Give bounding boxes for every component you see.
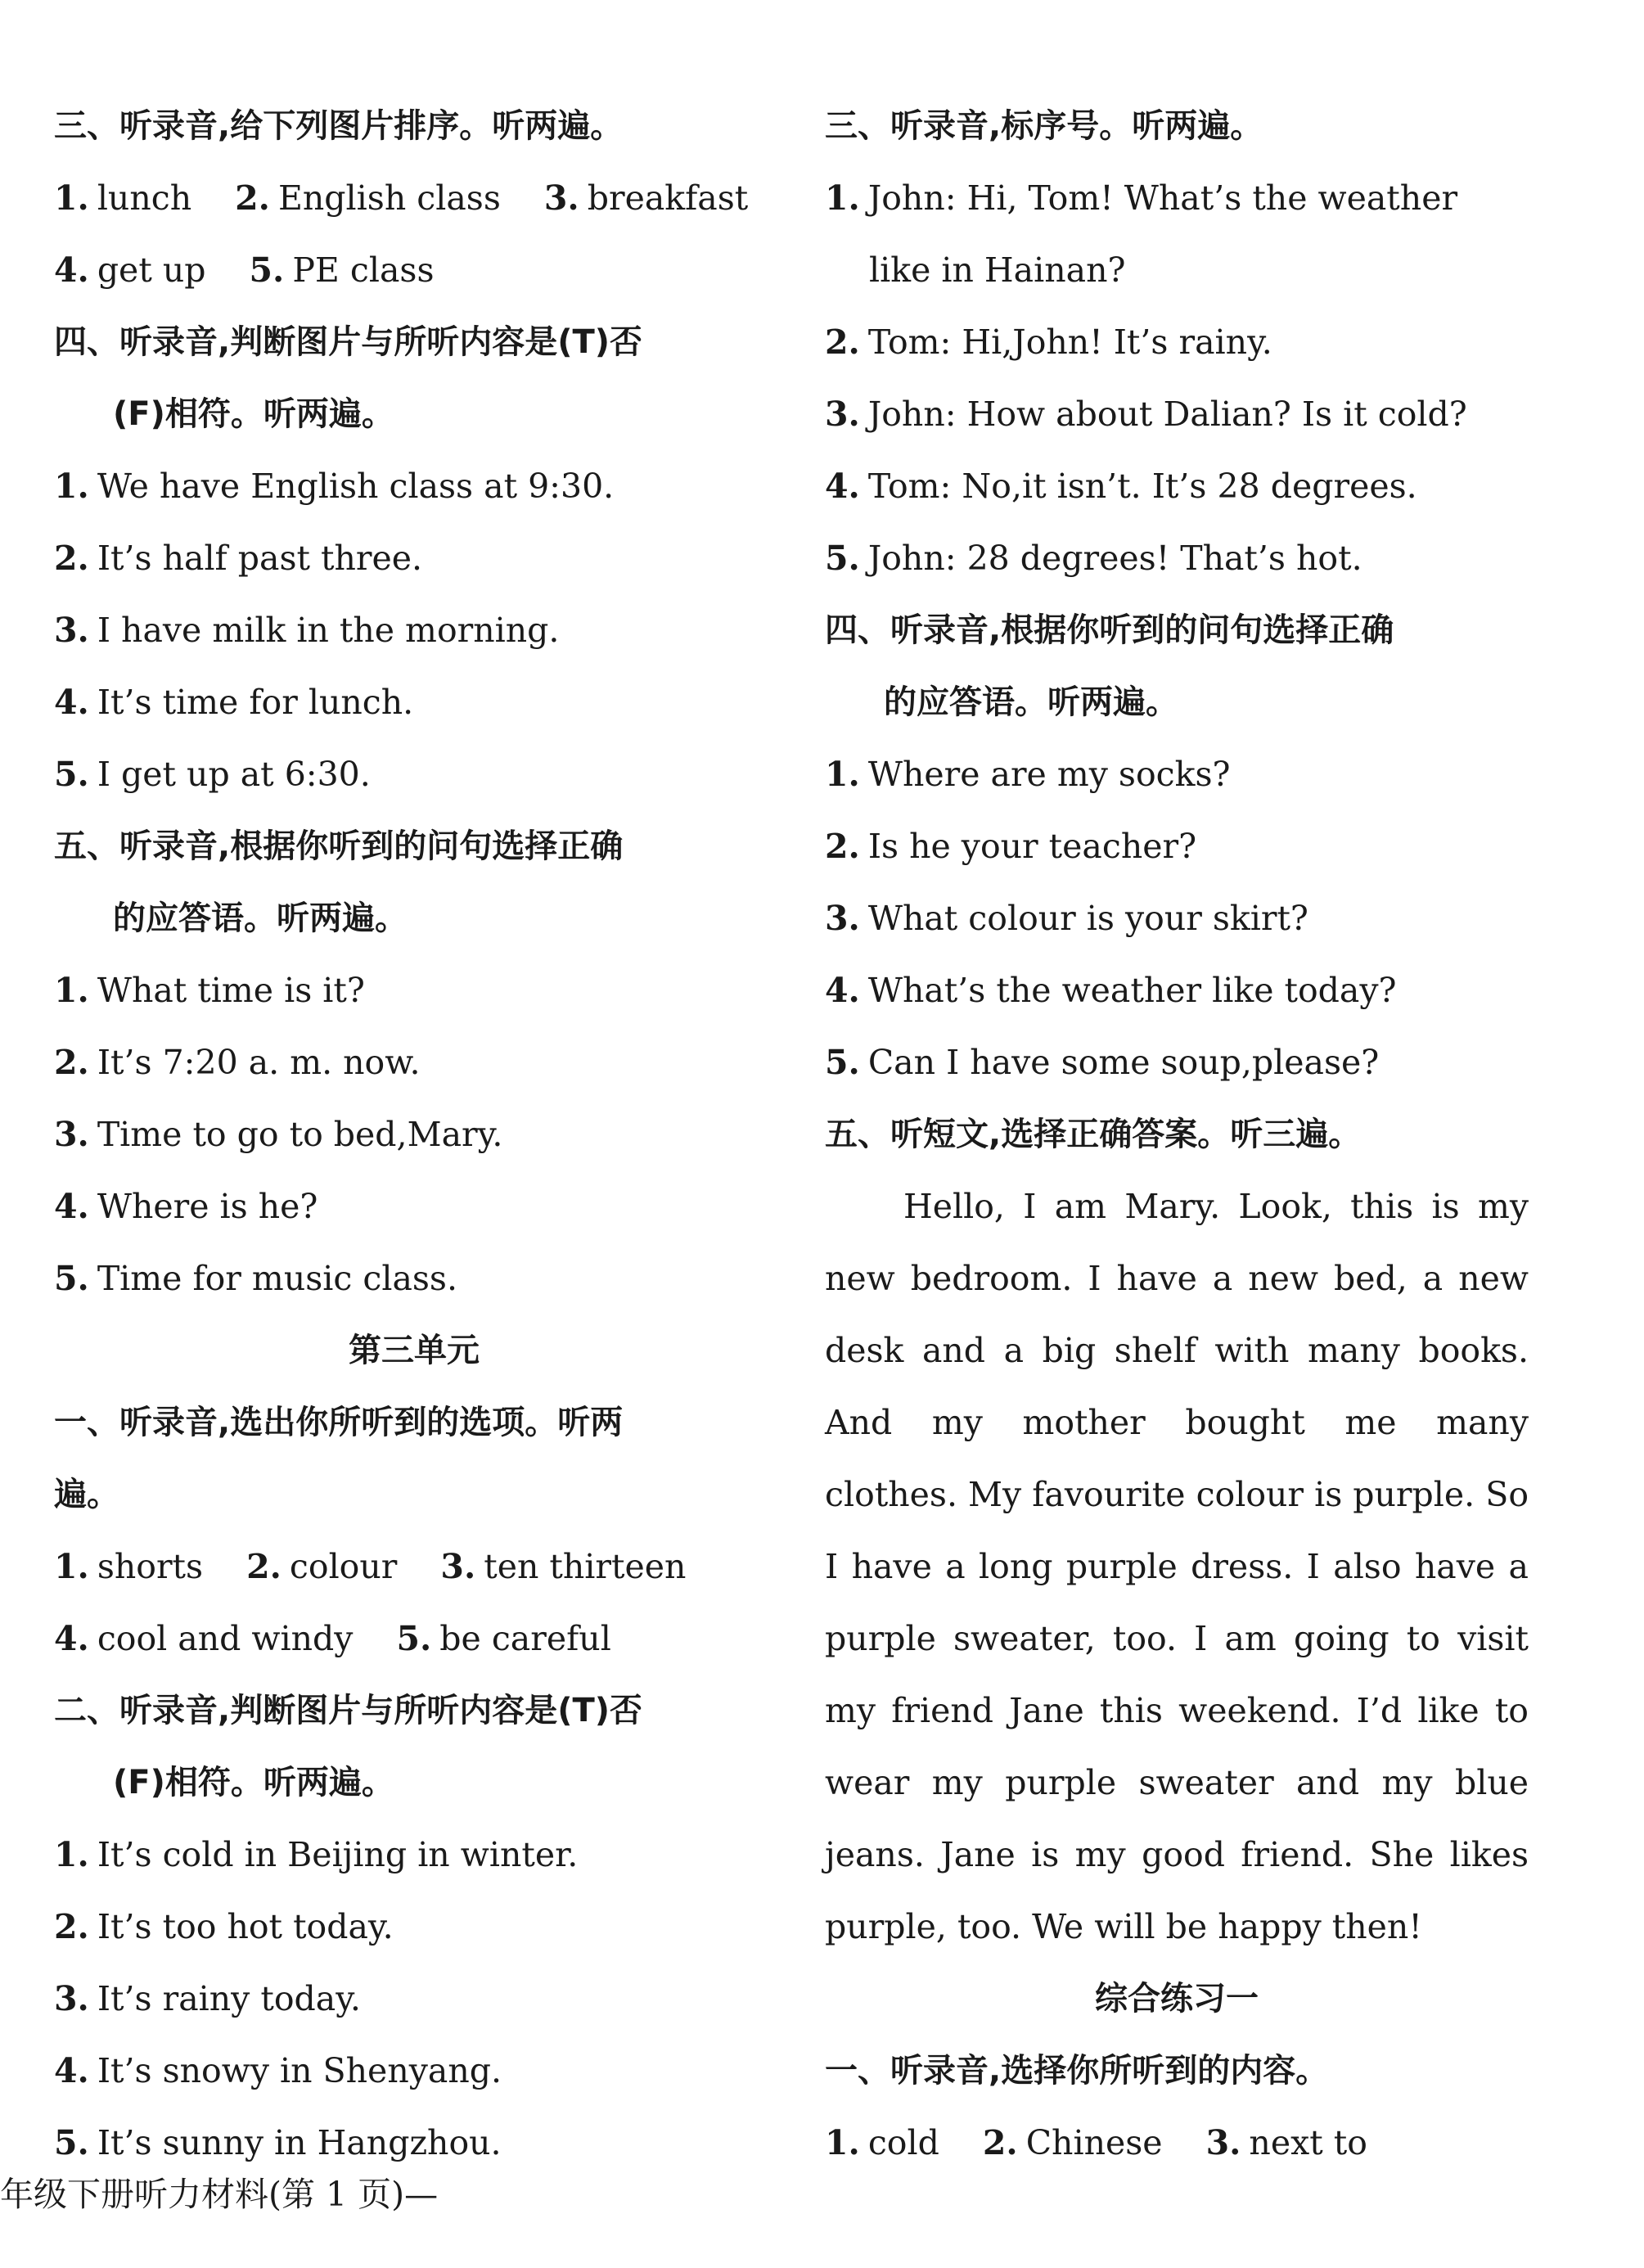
list-item: 3. ten thirteen [440,1547,687,1586]
passage-line: clothes. My favourite colour is purple. So [825,1475,1529,1514]
section-heading: 四、听录音,判断图片与所听内容是(T)否 [54,323,643,361]
review-title: 综合练习一 [1095,1980,1259,2018]
list-item: 1. shorts [54,1547,204,1586]
list-item: 5. It’s sunny in Hangzhou. [54,2123,502,2162]
right-column [825,90,1529,2179]
list-item: 2. It’s half past three. [54,539,423,578]
list-item: 1. Where are my socks? [825,755,1231,794]
word-list-row [54,1603,774,1675]
page-footer: 年级下册听力材料(第 1 页)— [0,2175,439,2214]
section-heading-continued: 的应答语。听两遍。 [884,683,1178,721]
dialogue-line-continued: like in Hainan? [869,250,1126,290]
passage-line: And my mother bought me many [825,1403,1529,1442]
list-item: 3. breakfast [543,178,749,218]
word-list-row [54,1531,774,1603]
list-item: 3. It’s rainy today. [54,1979,361,2018]
list-item: 2. It’s 7:20 a. m. now. [54,1043,421,1082]
list-item: 4. What’s the weather like today? [825,971,1397,1010]
word-list-row [54,234,774,306]
list-item: 4. It’s snowy in Shenyang. [54,2051,502,2090]
list-item: 4. get up [54,250,206,290]
section-heading: 五、听录音,根据你听到的问句选择正确 [54,827,624,865]
passage-line: desk and a big shelf with many books. [825,1331,1529,1370]
list-item: 3. next to [1205,2123,1367,2162]
passage-line: new bedroom. I have a new bed, a new [825,1259,1529,1298]
dialogue-line: 2. Tom: Hi,John! It’s rainy. [825,322,1272,362]
list-item: 1. lunch [54,178,192,218]
list-item: 5. Time for music class. [54,1259,458,1298]
dialogue-line: 5. John: 28 degrees! That’s hot. [825,539,1362,578]
list-item: 2. Is he your teacher? [825,827,1197,866]
list-item: 2. It’s too hot today. [54,1907,394,1946]
section-heading-continued: 遍。 [54,1476,119,1513]
section-heading: 一、听录音,选择你所听到的内容。 [825,2052,1329,2090]
list-item: 3. I have milk in the morning. [54,611,560,650]
passage-line: I have a long purple dress. I also have a [825,1547,1529,1586]
word-list-row [825,2107,1529,2179]
list-item: 1. We have English class at 9:30. [54,467,615,506]
word-list-row [54,162,774,234]
left-column [54,90,774,2179]
list-item: 5. Can I have some soup,please? [825,1043,1380,1082]
section-heading-continued: (F)相符。听两遍。 [113,1764,394,1801]
list-item: 2. colour [246,1547,398,1586]
list-item: 5. I get up at 6:30. [54,755,371,794]
list-item: 4. Where is he? [54,1187,318,1226]
dialogue-line: 4. Tom: No,it isn’t. It’s 28 degrees. [825,467,1417,506]
section-heading: 四、听录音,根据你听到的问句选择正确 [825,611,1394,649]
unit-title: 第三单元 [349,1332,480,1369]
list-item: 5. be careful [396,1619,611,1658]
passage-line: jeans. Jane is my good friend. She likes [825,1835,1529,1874]
passage-line: Hello, I am Mary. Look, this is my [903,1187,1529,1226]
dialogue-line: 1. John: Hi, Tom! What’s the weather [825,178,1458,218]
list-item: 1. What time is it? [54,971,365,1010]
section-heading: 三、听录音,给下列图片排序。听两遍。 [54,107,624,145]
list-item: 4. cool and windy [54,1619,354,1658]
list-item: 2. English class [235,178,501,218]
list-item: 2. Chinese [982,2123,1163,2162]
section-heading: 二、听录音,判断图片与所听内容是(T)否 [54,1692,643,1729]
section-heading-continued: (F)相符。听两遍。 [113,395,394,433]
list-item: 1. It’s cold in Beijing in winter. [54,1835,579,1874]
passage-line: wear my purple sweater and my blue [825,1763,1529,1802]
list-item: 4. It’s time for lunch. [54,683,414,722]
passage-line: purple sweater, too. I am going to visit [825,1619,1529,1658]
list-item: 1. cold [825,2123,939,2162]
section-heading: 三、听录音,标序号。听两遍。 [825,107,1263,145]
section-heading: 一、听录音,选出你所听到的选项。听两 [54,1404,624,1441]
list-item: 5. PE class [249,250,435,290]
list-item: 3. What colour is your skirt? [825,899,1308,938]
section-heading-continued: 的应答语。听两遍。 [113,900,408,937]
dialogue-line: 3. John: How about Dalian? Is it cold? [825,395,1467,434]
passage-line: my friend Jane this weekend. I’d like to [825,1691,1529,1730]
passage-line: purple, too. We will be happy then! [825,1907,1422,1946]
list-item: 3. Time to go to bed,Mary. [54,1115,503,1154]
section-heading: 五、听短文,选择正确答案。听三遍。 [825,1116,1362,1153]
